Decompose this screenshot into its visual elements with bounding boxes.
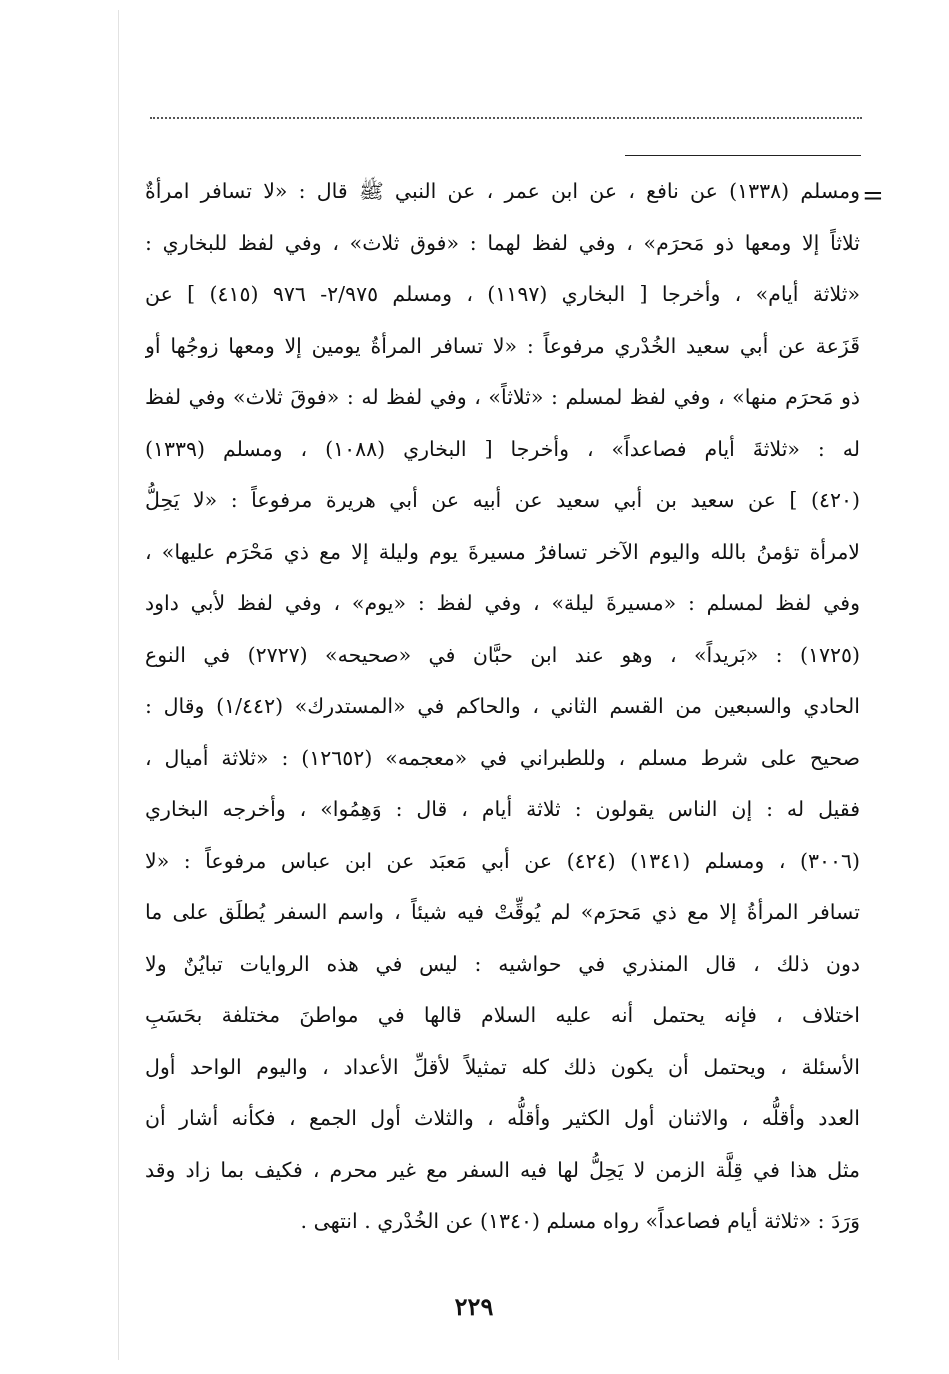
footnote-line: وَرَدَ : «ثلاثة أيام فصاعداً» رواه مسلم (١٣٤٠) عن الخُدْري . انتهى . <box>300 1209 860 1233</box>
footnote-line: العدد وأقلُّه ، والاثنان أول الكثير وأقلُّه ، والثلاث أول الجمع ، فكأنه أشار أن <box>145 1106 860 1130</box>
footnote-rule <box>625 155 861 156</box>
page-number: ٢٢٩ <box>454 1292 494 1321</box>
footnote-line: ومسلم (١٣٣٨) عن نافع ، عن ابن عمر ، عن النبي ﷺ قال : «لا تسافر امرأةٌ <box>145 179 860 203</box>
footnote-line: مثل هذا في قِلَّة الزمن لا يَحِلُّ لها فيه السفر مع غير محرم ، فكيف بما زاد وقد <box>145 1157 860 1182</box>
footnote-line: وفي لفظ لمسلم : «مسيرةَ ليلة» ، وفي لفظ : «يوم» ، وفي لفظ لأبي داود <box>145 591 860 615</box>
footnote-line: تسافر المرأةُ إلا مع ذي مَحرَم» لم يُوقِّتْ فيه شيئاً ، واسم السفر يُطلَق على ما <box>145 900 860 924</box>
dotted-separator <box>150 117 862 119</box>
footnote-text <box>145 166 860 1256</box>
footnote-line: له : «ثلاثةَ أيام فصاعداً» ، وأخرجا [ البخاري (١٠٨٨) ، ومسلم (١٣٣٩) <box>145 436 860 461</box>
page-edge-rule <box>118 10 119 1360</box>
footnote-line: اختلاف ، فإنه يحتمل أنه عليه السلام قالها في مواطنَ مختلفة بحَسَبِ <box>145 1003 860 1027</box>
footnote-line: الأسئلة ، ويحتمل أن يكون ذلك كله تمثيلاً لأقلِّ الأعداد ، واليوم الواحد أول <box>145 1054 860 1079</box>
footnote-line: ثلاثاً إلا ومعها ذو مَحرَم» ، وفي لفظ لهما : «فوق ثلاث» ، وفي لفظ للبخاري : <box>145 230 860 255</box>
footnote-line: الحادي والسبعين من القسم الثاني ، والحاكم في «المستدرك» (١/٤٤٢) وقال : <box>145 694 860 718</box>
footnote-line: فقيل له : إن الناس يقولون : ثلاثة أيام ، قال : وَهِمُوا» ، وأخرجه البخاري <box>145 797 860 821</box>
footnote-line: قَزَعة عن أبي سعيد الخُدْري مرفوعاً : «لا تسافر المرأةُ يومين إلا ومعها زوجُها أو <box>145 333 860 358</box>
footnote-line: «ثلاثة أيام» ، وأخرجا [ البخاري (١١٩٧) ، ومسلم ٢/٩٧٥- ٩٧٦ (٤١٥) ] عن <box>145 282 860 306</box>
footnote-line: (٤٢٠) ] عن سعيد بن أبي سعيد عن أبيه عن أبي هريرة مرفوعاً : «لا يَحِلُّ <box>145 488 860 512</box>
footnote-line: (١٧٢٥) : «بَريداً» ، وهو عند ابن حبَّان في «صحيحه» (٢٧٢٧) في النوع <box>145 642 860 667</box>
footnote-line: لامرأة تؤمنُ بالله واليوم الآخر تسافرُ مسيرةَ يوم وليلة إلا مع ذي مَحْرَم عليها» ، <box>145 539 860 564</box>
footnote-line: (٣٠٠٦) ، ومسلم (١٣٤١) (٤٢٤) عن أبي مَعبَد عن ابن عباس مرفوعاً : «لا <box>145 848 860 873</box>
footnote-line: صحيح على شرط مسلم ، وللطبراني في «معجمه» (١٢٦٥٢) : «ثلاثة أميال ، <box>145 745 860 770</box>
footnote-line: دون ذلك ، قال المنذري في حواشيه : ليس في هذه الروايات تبايُنٌ ولا <box>145 951 860 976</box>
continuation-mark: = <box>862 181 884 211</box>
footnote-line: ذو مَحرَم منها» ، وفي لفظ لمسلم : «ثلاثاً» ، وفي لفظ له : «فوقَ ثلاث» وفي لفظ <box>145 385 860 409</box>
